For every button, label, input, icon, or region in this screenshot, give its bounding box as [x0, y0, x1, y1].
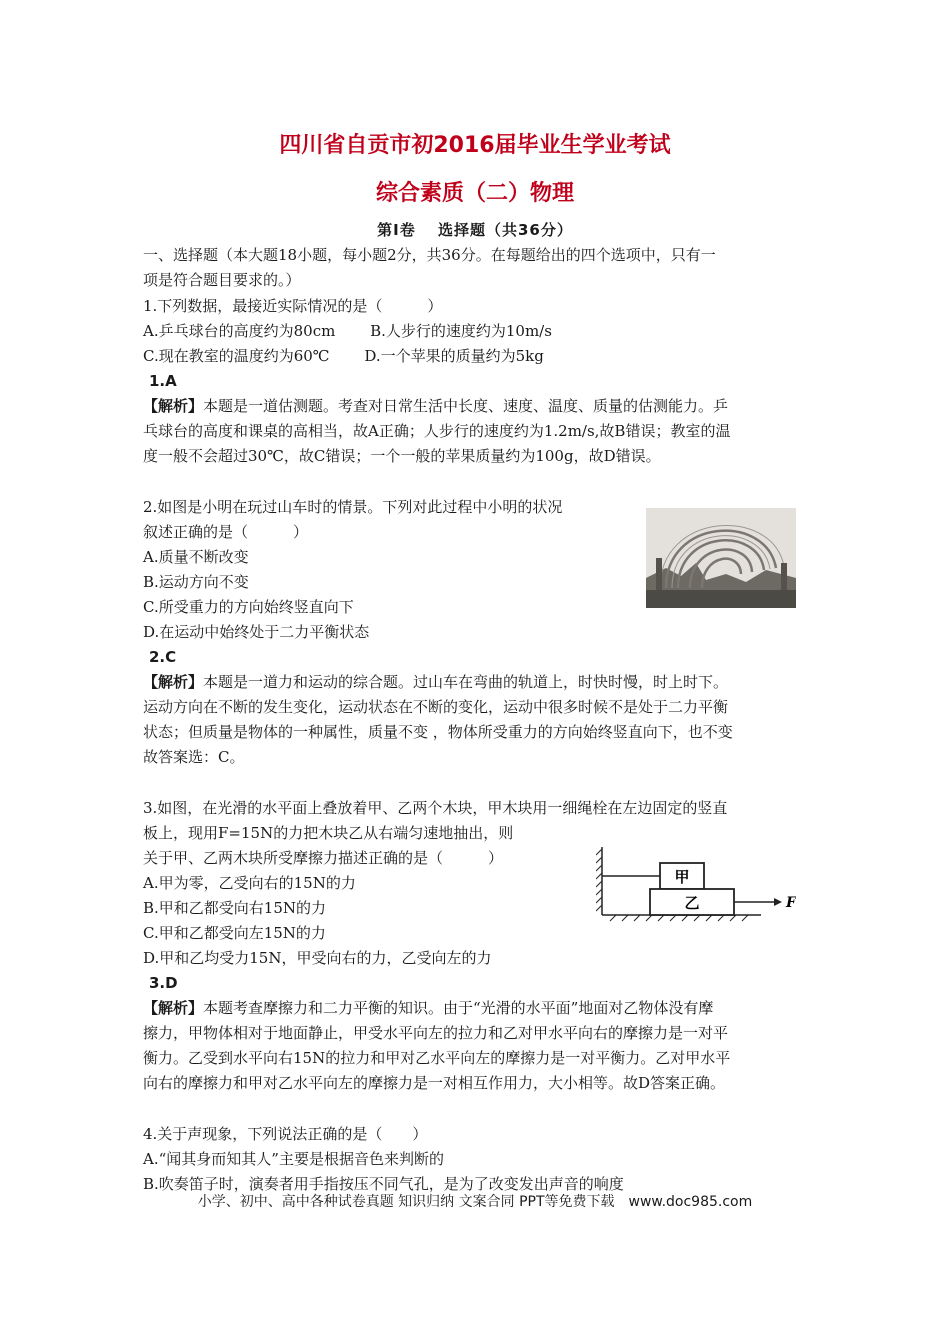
exam-title: 四川省自贡市初2016届毕业生学业考试 [279, 133, 671, 158]
question-1-options: C.现在教室的温度约为60℃ D.一个苹果的质量约为5kg [143, 347, 544, 365]
question-1-stem: 1.下列数据，最接近实际情况的是（ ） [143, 297, 443, 315]
question-3-analysis [143, 998, 713, 1018]
question-3-option: B.甲和乙都受向右15N的力 [143, 899, 327, 917]
question-2-option: C.所受重力的方向始终竖直向下 [143, 598, 354, 616]
question-2-analysis-line: 状态；但质量是物体的一种属性，质量不变 ，物体所受重力的方向始终竖直向下，也不变 [143, 723, 733, 741]
analysis-text: 本题是一道力和运动的综合题。过山车在弯曲的轨道上，时快时慢，时上时下。 [203, 673, 729, 691]
analysis-tag: 【解析】 [143, 397, 204, 415]
intro-line: 一、选择题（本大题18小题，每小题2分，共36分。在每题给出的四个选项中，只有一 [143, 246, 716, 264]
block-yi-label: 乙 [684, 894, 700, 912]
question-1-answer: 1.A [149, 372, 177, 390]
question-2-stem: 叙述正确的是（ ） [143, 523, 309, 541]
question-3-option: D.甲和乙均受力15N，甲受向右的力，乙受向左的力 [143, 949, 492, 967]
question-4-stem: 4.关于声现象，下列说法正确的是（ ） [143, 1125, 428, 1143]
question-3-option: C.甲和乙都受向左15N的力 [143, 924, 326, 942]
ground-hatching [610, 915, 748, 921]
question-2-stem: 2.如图是小明在玩过山车时的情景。下列对此过程中小明的状况 [143, 498, 563, 516]
arrow-head-icon [774, 898, 782, 906]
question-1-analysis-line: 度一般不会超过30℃，故C错误；一个一般的苹果质量约为100g，故D错误。 [143, 447, 661, 465]
question-1-options: A.乒乓球台的高度约为80cm B.人步行的速度约为10m/s [143, 322, 552, 340]
question-4-option: A.“闻其身而知其人”主要是根据音色来判断的 [143, 1150, 444, 1168]
question-2-analysis-line: 故答案选：C。 [143, 748, 245, 766]
question-2-analysis [143, 672, 728, 692]
question-2-analysis-line: 运动方向在不断的发生变化，运动状态在不断的变化，运动中很多时候不是处于二力平衡 [143, 698, 729, 716]
question-3-option: A.甲为零，乙受向右的15N的力 [143, 874, 356, 892]
question-1-analysis [143, 396, 728, 416]
analysis-text: 本题是一道估测题。考查对日常生活中长度、速度、温度、质量的估测能力。乒 [203, 397, 729, 415]
question-3-answer: 3.D [149, 974, 178, 992]
question-3-stem: 关于甲、乙两木块所受摩擦力描述正确的是（ ） [143, 849, 504, 867]
question-1-analysis-line: 乓球台的高度和课桌的高相当，故A正确；人步行的速度约为1.2m/s,故B错误；教室的温 [143, 422, 731, 440]
force-label: F [786, 895, 796, 911]
question-3-stem: 板上，现用F=15N的力把木块乙从右端匀速地抽出，则 [143, 824, 514, 842]
wall-hatching [596, 849, 602, 911]
analysis-text: 本题考查摩擦力和二力平衡的知识。由于“光滑的水平面”地面对乙物体没有摩 [203, 999, 714, 1017]
question-2-option: D.在运动中始终处于二力平衡状态 [143, 623, 370, 641]
question-2-option: A.质量不断改变 [143, 548, 249, 566]
analysis-tag: 【解析】 [143, 673, 204, 691]
question-3-analysis-line: 衡力。乙受到水平向右15N的拉力和甲对乙水平向左的摩擦力是一对平衡力。乙对甲水平 [143, 1049, 731, 1067]
roller-coaster-photo [646, 508, 796, 608]
intro-line: 项是符合题目要求的。） [143, 271, 301, 289]
question-3-analysis-line: 擦力，甲物体相对于地面静止，甲受水平向左的拉力和乙对甲水平向右的摩擦力是一对平 [143, 1024, 729, 1042]
block-jia-label: 甲 [674, 868, 690, 886]
question-2-answer: 2.C [149, 648, 177, 666]
question-3-analysis-line: 向右的摩擦力和甲对乙水平向左的摩擦力是一对相互作用力，大小相等。故D答案正确。 [143, 1074, 726, 1092]
roller-coaster-illustration [646, 508, 796, 608]
question-3-stem: 3.如图，在光滑的水平面上叠放着甲、乙两个木块，甲木块用一细绳栓在左边固定的竖直 [143, 799, 728, 817]
footer-ad: 小学、初中、高中各种试卷真题 知识归纳 文案合同 PPT等免费下载 www.doc985.com [197, 1194, 753, 1210]
friction-blocks-diagram [596, 845, 796, 925]
analysis-tag: 【解析】 [143, 999, 204, 1017]
question-2-option: B.运动方向不变 [143, 573, 249, 591]
section-heading: 第Ⅰ卷 选择题（共36分） [377, 221, 573, 239]
exam-subtitle: 综合素质（二）物理 [375, 181, 574, 206]
question-4-option: B.吹奏笛子时，演奏者用手指按压不同气孔，是为了改变发出声音的响度 [143, 1175, 624, 1193]
